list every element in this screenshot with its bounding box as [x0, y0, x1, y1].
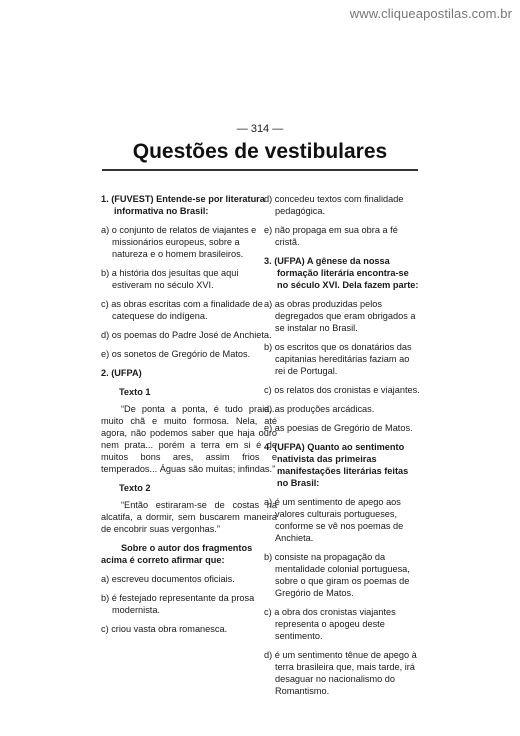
question-1-option-e: e) os sonetos de Gregório de Matos. [101, 349, 251, 359]
text-2-body: “Então estiraram-se de costas na alcatifa, a dormir, sem buscarem maneira de encobrir suas vergonhas.” [101, 500, 277, 534]
question-2-option-c: c) criou vasta obra romanesca. [101, 624, 228, 634]
question-4-option-b: b) consiste na propagação da mentalidade colonial portuguesa, sobre o que giram os poemas de Gregório de Matos. [264, 552, 410, 598]
question-2-option-b: b) é festejado representante da prosa modernista. [101, 593, 255, 615]
question-2-option-e: e) não propaga em sua obra a fé cristã. [264, 225, 398, 247]
site-url: www.cliqueapostilas.com.br [349, 6, 512, 21]
question-1-option-a: a) o conjunto de relatos de viajantes e missionários europeus, sobre a natureza e o homem brasileiros. [101, 225, 257, 259]
question-1-option-b: b) a história dos jesuítas que aqui estiveram no século XVI. [101, 268, 239, 290]
page-title: Questões de vestibulares [132, 140, 388, 163]
left-column [101, 193, 277, 642]
question-1-option-c: c) as obras escritas com a finalidade de catequese do indígena. [101, 299, 263, 321]
question-2-option-a: a) escreveu documentos oficiais. [101, 574, 235, 584]
question-2-option-d: d) concedeu textos com finalidade pedagógica. [264, 194, 404, 216]
page-number: — 314 — [236, 123, 284, 135]
question-3-option-e: e) as poesias de Gregório de Matos. [264, 423, 413, 433]
question-3-option-d: d) as produções arcádicas. [264, 404, 375, 414]
title-divider [102, 169, 418, 171]
question-3-option-b: b) os escritos que os donatários das capitanias hereditárias faziam ao rei de Portugal. [264, 342, 412, 376]
right-column [264, 193, 422, 704]
text-1-label: Texto 1 [119, 387, 151, 397]
question-1-option-d: d) os poemas do Padre José de Anchieta. [101, 330, 272, 340]
question-3-option-c: c) os relatos dos cronistas e viajantes. [264, 385, 420, 395]
question-3-option-a: a) as obras produzidas pelos degregados que eram obrigados a se instalar no Brasil. [264, 299, 416, 333]
question-4-option-c: c) a obra dos cronistas viajantes representa o apogeu deste sentimento. [264, 607, 396, 641]
question-4-option-a: a) é um sentimento de apego aos valores culturais portugueses, conforme se vê nos poemas de Anchieta. [264, 497, 404, 543]
question-2-stem: 2. (UFPA) [101, 368, 142, 378]
text-1-body: “De ponta a ponta, é tudo praia... muito chã e muito formosa. Nela, até agora, não podemos saber que haja ouro nem prata... porém a terra em si é de muitos bons ares, assim frios e temperados... Águas são muitas; infindas.” [101, 404, 277, 474]
text-2-label: Texto 2 [119, 483, 151, 493]
question-3-stem: 3. (UFPA) A gênese da nossa formação literária encontra-se no século XVI. Dela fazem parte: [264, 256, 419, 290]
question-4-stem: 4. (UFPA) Quanto ao sentimento nativista das primeiras manifestações literárias feitas no Brasil: [264, 442, 409, 488]
question-2-prompt: Sobre o autor dos fragmentos acima é correto afirmar que: [101, 543, 253, 565]
question-4-option-d: d) é um sentimento tênue de apego à terra brasileira que, mais tarde, irá desaguar no nacionalismo do Romantismo. [264, 650, 417, 696]
question-1-stem: 1. (FUVEST) Entende-se por literatura informativa no Brasil: [101, 194, 265, 216]
